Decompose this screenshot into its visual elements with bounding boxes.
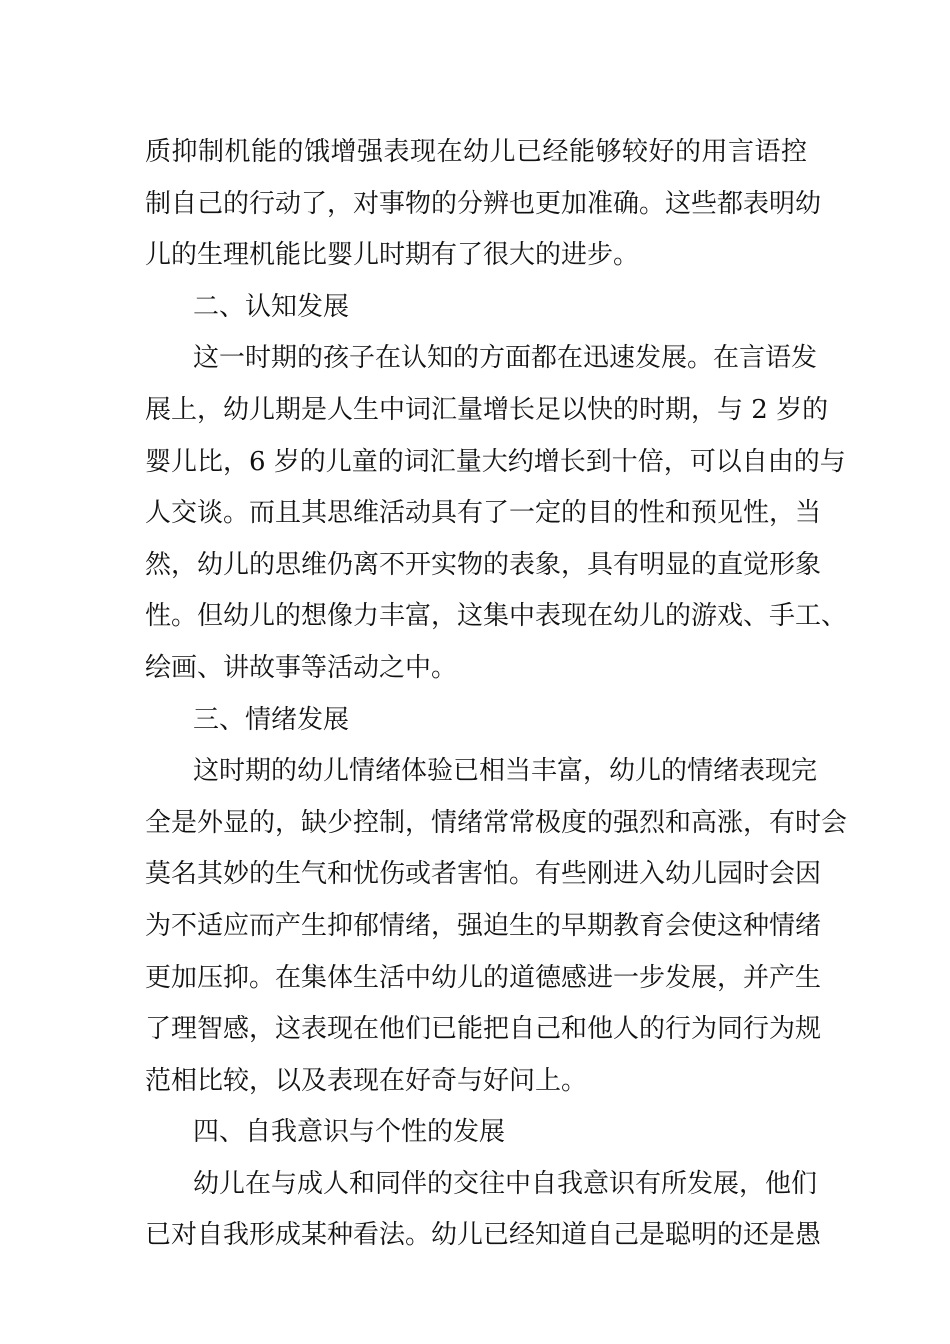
paragraph-line: 了理智感，这表现在他们已能把自己和他人的行为同行为规 — [145, 1014, 822, 1045]
paragraph-line: 幼儿在与成人和同伴的交往中自我意识有所发展，他们 — [193, 1168, 818, 1199]
paragraph-line: 这一时期的孩子在认知的方面都在迅速发展。在言语发 — [193, 343, 818, 374]
paragraph-line: 人交谈。而且其思维活动具有了一定的目的性和预见性，当 — [145, 498, 822, 529]
paragraph-line: 然，幼儿的思维仍离不开实物的表象，具有明显的直觉形象 — [145, 549, 822, 580]
paragraph-line: 婴儿比，6 岁的儿童的词汇量大约增长到十倍，可以自由的与 — [145, 446, 846, 477]
paragraph-line: 已对自我形成某种看法。幼儿已经知道自己是聪明的还是愚 — [145, 1220, 822, 1251]
section-heading: 二、认知发展 — [193, 291, 350, 322]
section-heading: 四、自我意识与个性的发展 — [193, 1117, 506, 1148]
paragraph-line: 全是外显的，缺少控制，情绪常常极度的强烈和高涨，有时会 — [145, 807, 848, 838]
paragraph-line: 为不适应而产生抑郁情绪，强迫生的早期教育会使这种情绪 — [145, 910, 822, 941]
paragraph-line: 展上，幼儿期是人生中词汇量增长足以快的时期，与 2 岁的 — [145, 394, 829, 425]
paragraph-line: 制自己的行动了，对事物的分辨也更加准确。这些都表明幼 — [145, 188, 822, 219]
section-heading: 三、情绪发展 — [193, 704, 350, 735]
paragraph-line: 绘画、讲故事等活动之中。 — [145, 652, 458, 683]
paragraph-line: 儿的生理机能比婴儿时期有了很大的进步。 — [145, 240, 640, 271]
document-body — [145, 127, 848, 1262]
paragraph-line: 更加压抑。在集体生活中幼儿的道德感进一步发展，并产生 — [145, 962, 822, 993]
paragraph-line: 这时期的幼儿情绪体验已相当丰富，幼儿的情绪表现完 — [193, 756, 818, 787]
paragraph-line: 范相比较，以及表现在好奇与好问上。 — [145, 1065, 588, 1096]
paragraph-line: 莫名其妙的生气和忧伤或者害怕。有些刚进入幼儿园时会因 — [145, 859, 822, 890]
paragraph-line: 性。但幼儿的想像力丰富，这集中表现在幼儿的游戏、手工、 — [145, 601, 848, 632]
paragraph-line: 质抑制机能的饿增强表现在幼儿已经能够较好的用言语控 — [145, 137, 807, 167]
